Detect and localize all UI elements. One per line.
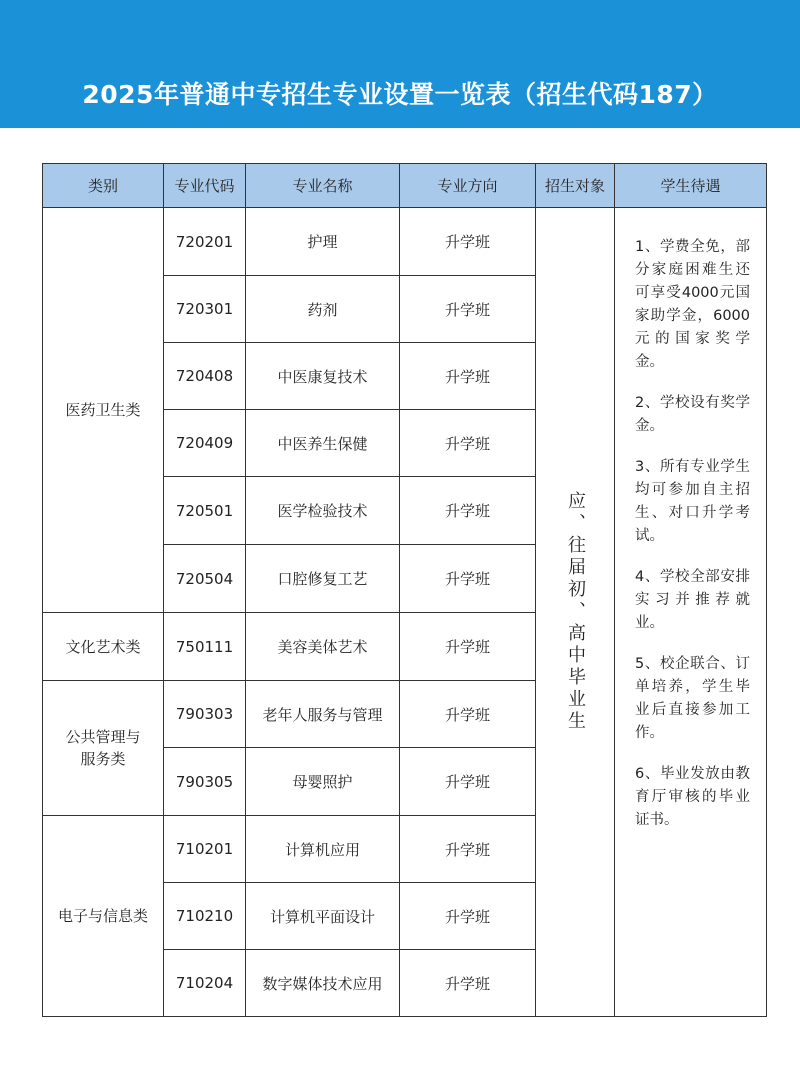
benefit-item: 2、学校设有奖学金。 [635, 395, 750, 434]
direction-cell: 升学班 [399, 747, 536, 816]
category-cell: 公共管理与服务类 [42, 680, 164, 816]
name-cell: 药剂 [245, 275, 400, 343]
code-cell: 790305 [163, 747, 246, 816]
code-cell: 720504 [163, 544, 246, 613]
benefit-item: 1、学费全免，部分家庭困难生还可享受4000元国家助学金，6000元的国家奖学金。 [635, 239, 750, 370]
name-cell: 老年人服务与管理 [245, 680, 400, 748]
title-banner [0, 0, 800, 128]
direction-cell: 升学班 [399, 275, 536, 343]
name-cell: 口腔修复工艺 [245, 544, 400, 613]
header-code: 专业代码 [163, 163, 246, 208]
name-cell: 医学检验技术 [245, 476, 400, 545]
direction-cell: 升学班 [399, 544, 536, 613]
direction-cell: 升学班 [399, 612, 536, 681]
name-cell: 护理 [245, 207, 400, 276]
name-cell: 数字媒体技术应用 [245, 949, 400, 1017]
code-cell: 720201 [163, 207, 246, 276]
direction-cell: 升学班 [399, 476, 536, 545]
direction-cell: 升学班 [399, 949, 536, 1017]
code-cell: 720408 [163, 342, 246, 410]
category-cell: 电子与信息类 [42, 815, 164, 1017]
name-cell: 母婴照护 [245, 747, 400, 816]
benefits-cell [614, 207, 767, 1017]
direction-cell: 升学班 [399, 342, 536, 410]
target-cell [535, 207, 615, 1017]
name-cell: 中医养生保健 [245, 409, 400, 477]
header-target: 招生对象 [535, 163, 615, 208]
code-cell: 720301 [163, 275, 246, 343]
enrollment-table [42, 163, 767, 1016]
code-cell: 710201 [163, 815, 246, 883]
benefit-item: 3、所有专业学生均可参加自主招生、对口升学考试。 [635, 459, 750, 544]
direction-cell: 升学班 [399, 207, 536, 276]
code-cell: 710210 [163, 882, 246, 950]
direction-cell: 升学班 [399, 882, 536, 950]
code-cell: 720501 [163, 476, 246, 545]
code-cell: 720409 [163, 409, 246, 477]
code-cell: 750111 [163, 612, 246, 681]
name-cell: 中医康复技术 [245, 342, 400, 410]
header-name: 专业名称 [245, 163, 400, 208]
page-title: 2025年普通中专招生专业设置一览表（招生代码187） [82, 80, 718, 109]
category-cell: 医药卫生类 [42, 207, 164, 613]
direction-cell: 升学班 [399, 680, 536, 748]
header-direction: 专业方向 [399, 163, 536, 208]
benefit-item: 6、毕业发放由教育厅审核的毕业证书。 [635, 766, 750, 828]
category-cell: 文化艺术类 [42, 612, 164, 681]
direction-cell: 升学班 [399, 409, 536, 477]
code-cell: 790303 [163, 680, 246, 748]
direction-cell: 升学班 [399, 815, 536, 883]
code-cell: 710204 [163, 949, 246, 1017]
header-benefits: 学生待遇 [614, 163, 767, 208]
name-cell: 计算机应用 [245, 815, 400, 883]
name-cell: 计算机平面设计 [245, 882, 400, 950]
header-category: 类别 [42, 163, 164, 208]
benefit-item: 4、学校全部安排实习并推荐就业。 [635, 569, 750, 631]
benefit-item: 5、校企联合、订单培养，学生毕业后直接参加工作。 [635, 656, 750, 741]
target-text: 应、往届初、高中毕业生 [565, 491, 586, 733]
name-cell: 美容美体艺术 [245, 612, 400, 681]
